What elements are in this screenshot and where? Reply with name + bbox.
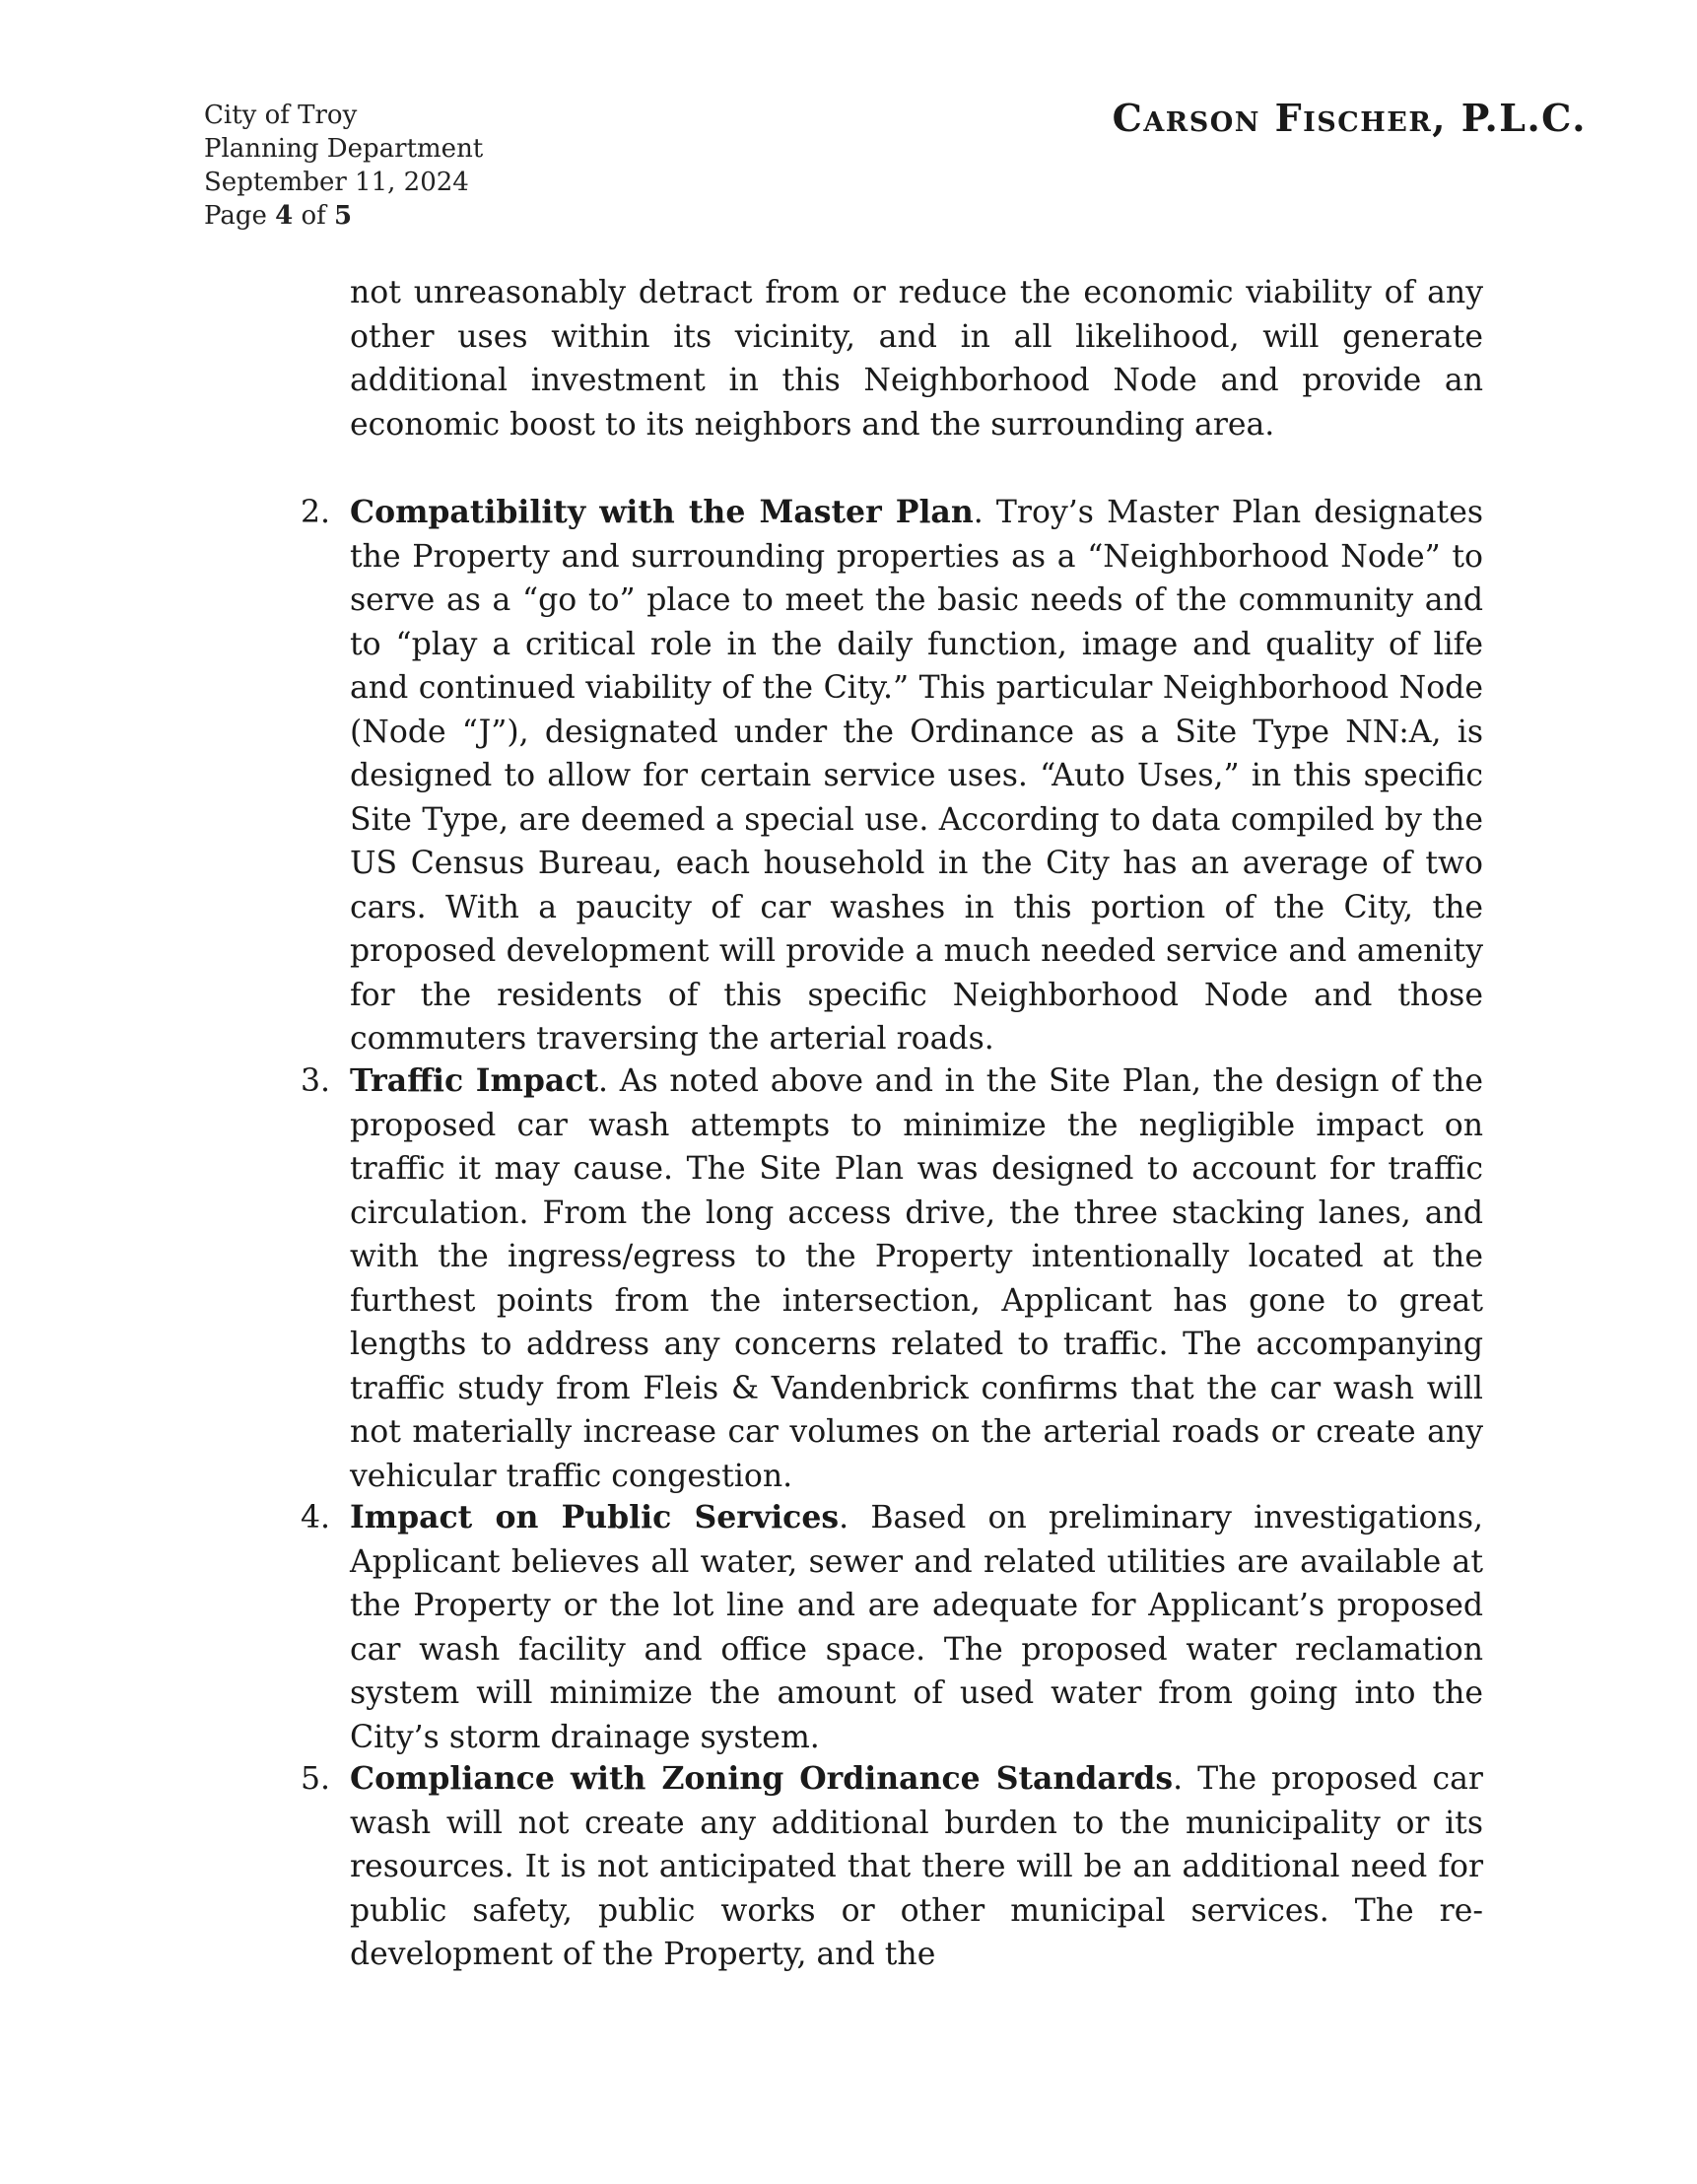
- item-text: [350, 491, 1483, 1061]
- item-number: 3.: [301, 1063, 331, 1099]
- page-of: of: [301, 201, 326, 231]
- item-text: [350, 1757, 1483, 1977]
- intro-paragraph: not unreasonably detract from or reduce the economic viability of any other uses within its vicinity, and in all likelihood, will generate additional investment in this Neighborhood Node and provide an economic boost to its neighbors and the surrounding area.: [350, 275, 1483, 443]
- item-body: . Troy’s Master Plan designates the Property and surrounding properties as a “Neighborhood Node” to serve as a “go to” place to meet the basic needs of the community and to “play a critical role in the daily function, image and quality of life and continued viability of the City.” This particular Neighborhood Node (Node “J”), designated under the Ordinance as a Site Type NN:A, is designed to allow for certain service uses. “Auto Uses,” in this specific Site Type, are deemed a special use. According to data compiled by the US Census Bureau, each household in the City has an average of two cars. With a paucity of car washes in this portion of the City, the proposed development will provide a much needed service and amenity for the residents of this specific Neighborhood Node and those commuters traversing the arterial roads.: [350, 495, 1483, 1057]
- page-total: 5: [334, 201, 353, 231]
- item-body: . The proposed car wash will not create any additional burden to the municipality or its resources. It is not anticipated that there will be an additional need for public safety, public works or other municipal services. The re-development of the Property, and the: [350, 1761, 1483, 1972]
- list-item: [286, 1059, 1483, 1498]
- date-line: September 11, 2024: [204, 168, 469, 197]
- item-heading: Compliance with Zoning Ordinance Standards: [350, 1760, 1174, 1797]
- page-prefix: Page: [204, 201, 267, 231]
- item-number: 5.: [301, 1761, 331, 1797]
- page-current: 4: [275, 201, 294, 231]
- list-item: [286, 1757, 1483, 1977]
- item-heading: Impact on Public Services: [350, 1499, 840, 1536]
- item-body: . As noted above and in the Site Plan, the design of the proposed car wash attempts to minimize the negligible impact on traffic it may cause. The Site Plan was designed to account for traffic circulation. From the long access drive, the three stacking lanes, and with the ingress/egress to the Property intentionally located at the furthest points from the intersection, Applicant has gone to great lengths to address any concerns related to traffic. The accompanying traffic study from Fleis & Vandenbrick confirms that the car wash will not materially increase car volumes on the arterial roads or create any vehicular traffic congestion.: [350, 1063, 1483, 1494]
- item-heading: Compatibility with the Master Plan: [350, 494, 974, 530]
- item-text: [350, 1059, 1483, 1498]
- list-item: [286, 1496, 1483, 1759]
- item-number: 2.: [301, 495, 331, 530]
- item-number: 4.: [301, 1500, 331, 1536]
- item-text: [350, 1496, 1483, 1759]
- department-line: Planning Department: [204, 134, 484, 164]
- list-item: [286, 491, 1483, 1061]
- page-number-line: [204, 199, 483, 233]
- recipient-line: City of Troy: [204, 101, 358, 130]
- item-heading: Traffic Impact: [350, 1062, 599, 1099]
- letter-header: [204, 99, 483, 233]
- item-body: . Based on preliminary investigations, Applicant believes all water, sewer and related utilities are available at the Property or the lot line and are adequate for Applicant’s proposed car wash facility and office space. The proposed water reclamation system will minimize the amount of used water from going into the City’s storm drainage system.: [350, 1500, 1483, 1755]
- firm-name: Carson Fischer, P.L.C.: [1112, 96, 1587, 140]
